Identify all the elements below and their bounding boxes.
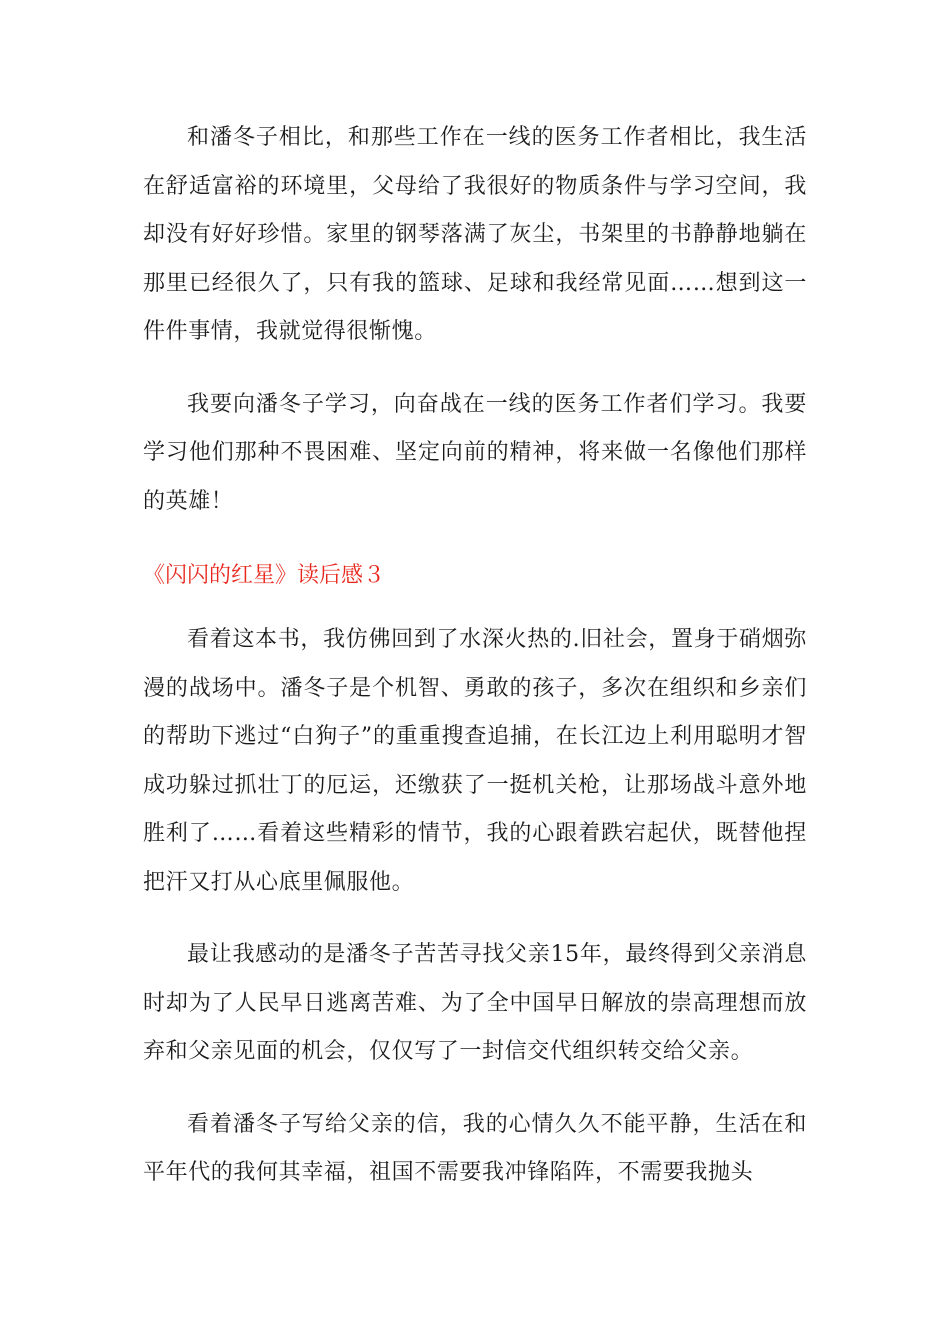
paragraph-story: 看着这本书，我仿佛回到了水深火热的.旧社会，置身于硝烟弥漫的战场中。潘冬子是个机智、勇敢的孩子，多次在组织和乡亲们的帮助下逃过“白狗子”的重重搜查追捕，在长江边上利用聪明才智成功躲过抓壮丁的厄运，还缴获了一挺机关枪，让那场战斗意外地胜利了……看着这些精彩的情节，我的心跟着跌宕起伏，既替他捏把汗又打从心底里佩服他。 bbox=[143, 627, 807, 895]
section-heading: 《闪闪的红星》读后感３ bbox=[143, 563, 386, 588]
paragraph-resolve: 我要向潘冬子学习，向奋战在一线的医务工作者们学习。我要学习他们那种不畏困难、坚定向前的精神，将来做一名像他们那样的英雄！ bbox=[143, 391, 807, 514]
paragraph-comparison: 和潘冬子相比，和那些工作在一线的医务工作者相比，我生活在舒适富裕的环境里，父母给了我很好的物质条件与学习空间，我却没有好好珍惜。家里的钢琴落满了灰尘，书架里的书静静地躺在那里已经很久了，只有我的篮球、足球和我经常见面……想到这一件件事情，我就觉得很惭愧。 bbox=[143, 125, 807, 344]
bottom-text-block bbox=[143, 616, 807, 1198]
top-text-block bbox=[143, 114, 807, 526]
paragraph-letter: 看着潘冬子写给父亲的信，我的心情久久不能平静，生活在和平年代的我何其幸福，祖国不需要我冲锋陷阵，不需要我抛头 bbox=[143, 1111, 807, 1185]
paragraph-moved: 最让我感动的是潘冬子苦苦寻找父亲15年，最终得到父亲消息时却为了人民早日逃离苦难、为了全中国早日解放的崇高理想而放弃和父亲见面的机会，仅仅写了一封信交代组织转交给父亲。 bbox=[143, 942, 807, 1064]
